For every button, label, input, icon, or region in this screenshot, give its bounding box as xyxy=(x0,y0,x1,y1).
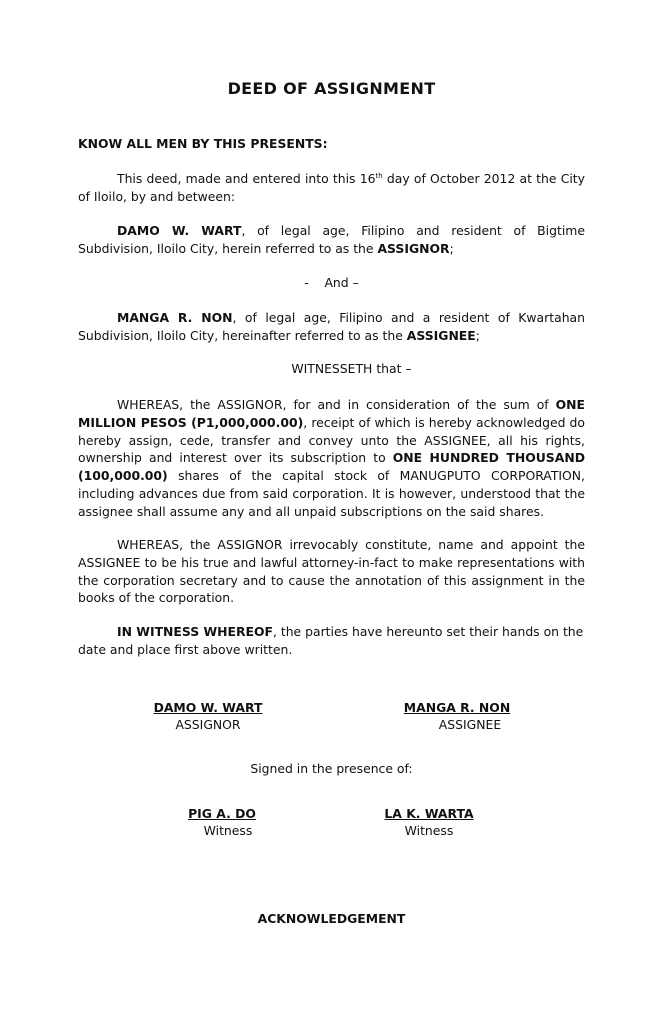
assignor-party-end: ; xyxy=(449,240,454,256)
witness-2-signature xyxy=(372,805,486,839)
assignor-signature-role: ASSIGNOR xyxy=(175,717,241,732)
whereas-paragraph-1 xyxy=(78,396,585,521)
witness-2-name: LA K. WARTA xyxy=(384,806,474,821)
preamble xyxy=(78,135,585,153)
assignor-signature-name: DAMO W. WART xyxy=(153,700,263,715)
assignor-signature xyxy=(138,699,278,733)
whereas1-shares: ONE HUNDRED THOUSAND (100,000.00) xyxy=(78,450,585,484)
assignee-paragraph xyxy=(78,309,585,345)
whereas1-part3: shares of the capital stock of MANUGPUTO CORPORATION, including advances due from said corporation. It is however, understood that the assignee shall assume any and all unpaid subscriptions on the said shares. xyxy=(78,468,585,519)
assignee-party-name: MANGA R. NON xyxy=(117,310,233,325)
witness-1-name: PIG A. DO xyxy=(188,806,256,821)
intro-superscript: th xyxy=(375,171,383,180)
witness-1-role: Witness xyxy=(203,823,253,838)
whereas-paragraph-2: WHEREAS, the ASSIGNOR irrevocably constitute, name and appoint the ASSIGNEE to be his true and lawful attorney-in-fact to make representations with the corporation secretary and to cause the annotation of this assignment in the books of the corporation. xyxy=(78,537,585,606)
and-line: - And – xyxy=(304,275,359,290)
intro-text-before: This deed, made and entered into this 16 xyxy=(117,171,376,186)
whereas1-amount: ONE MILLION PESOS (P1,000,000.00) xyxy=(78,397,585,430)
intro-paragraph xyxy=(78,170,585,206)
witness-whereof-bold: IN WITNESS WHEREOF xyxy=(117,624,273,639)
whereas1-part2: , receipt of which is hereby acknowledged do hereby assign, cede, transfer and convey unto the ASSIGNEE, all his rights, ownership and interest over its subscription to xyxy=(78,414,585,466)
assignee-signature-role: ASSIGNEE xyxy=(438,717,502,732)
witness-whereof-text: , the parties have hereunto set their hands on the date and place first above written. xyxy=(78,624,584,657)
presence-line: Signed in the presence of: xyxy=(250,761,413,776)
assignor-party-name: DAMO W. WART xyxy=(117,223,242,238)
witness-1-signature xyxy=(172,805,272,839)
whereas1-part1: WHEREAS, the ASSIGNOR, for and in consideration of the sum of xyxy=(117,397,556,412)
witness-whereof-paragraph xyxy=(78,623,585,659)
witnesseth-line: WITNESSETH that – xyxy=(291,361,412,376)
preamble-text: KNOW ALL MEN BY THIS PRESENTS: xyxy=(78,136,328,151)
assignee-party-end: ; xyxy=(475,327,480,343)
acknowledgement-heading: ACKNOWLEDGEMENT xyxy=(257,911,406,926)
assignor-paragraph xyxy=(78,222,585,258)
witness-2-role: Witness xyxy=(404,823,454,838)
assignee-party-text: , of legal age, Filipino and a resident of Kwartahan Subdivision, Iloilo City, hereinafter referred to as the xyxy=(78,310,585,343)
assignor-party-role: ASSIGNOR xyxy=(377,240,450,256)
assignor-party-text: , of legal age, Filipino and resident of Bigtime Subdivision, Iloilo City, herein referred to as the xyxy=(78,223,585,256)
intro-text-after: day of October 2012 at the City of Iloilo, by and between: xyxy=(78,171,585,204)
assignee-signature-name: MANGA R. NON xyxy=(403,700,511,715)
document-title: DEED OF ASSIGNMENT xyxy=(227,79,436,98)
assignee-party-role: ASSIGNEE xyxy=(406,327,476,343)
assignee-signature xyxy=(392,699,522,733)
